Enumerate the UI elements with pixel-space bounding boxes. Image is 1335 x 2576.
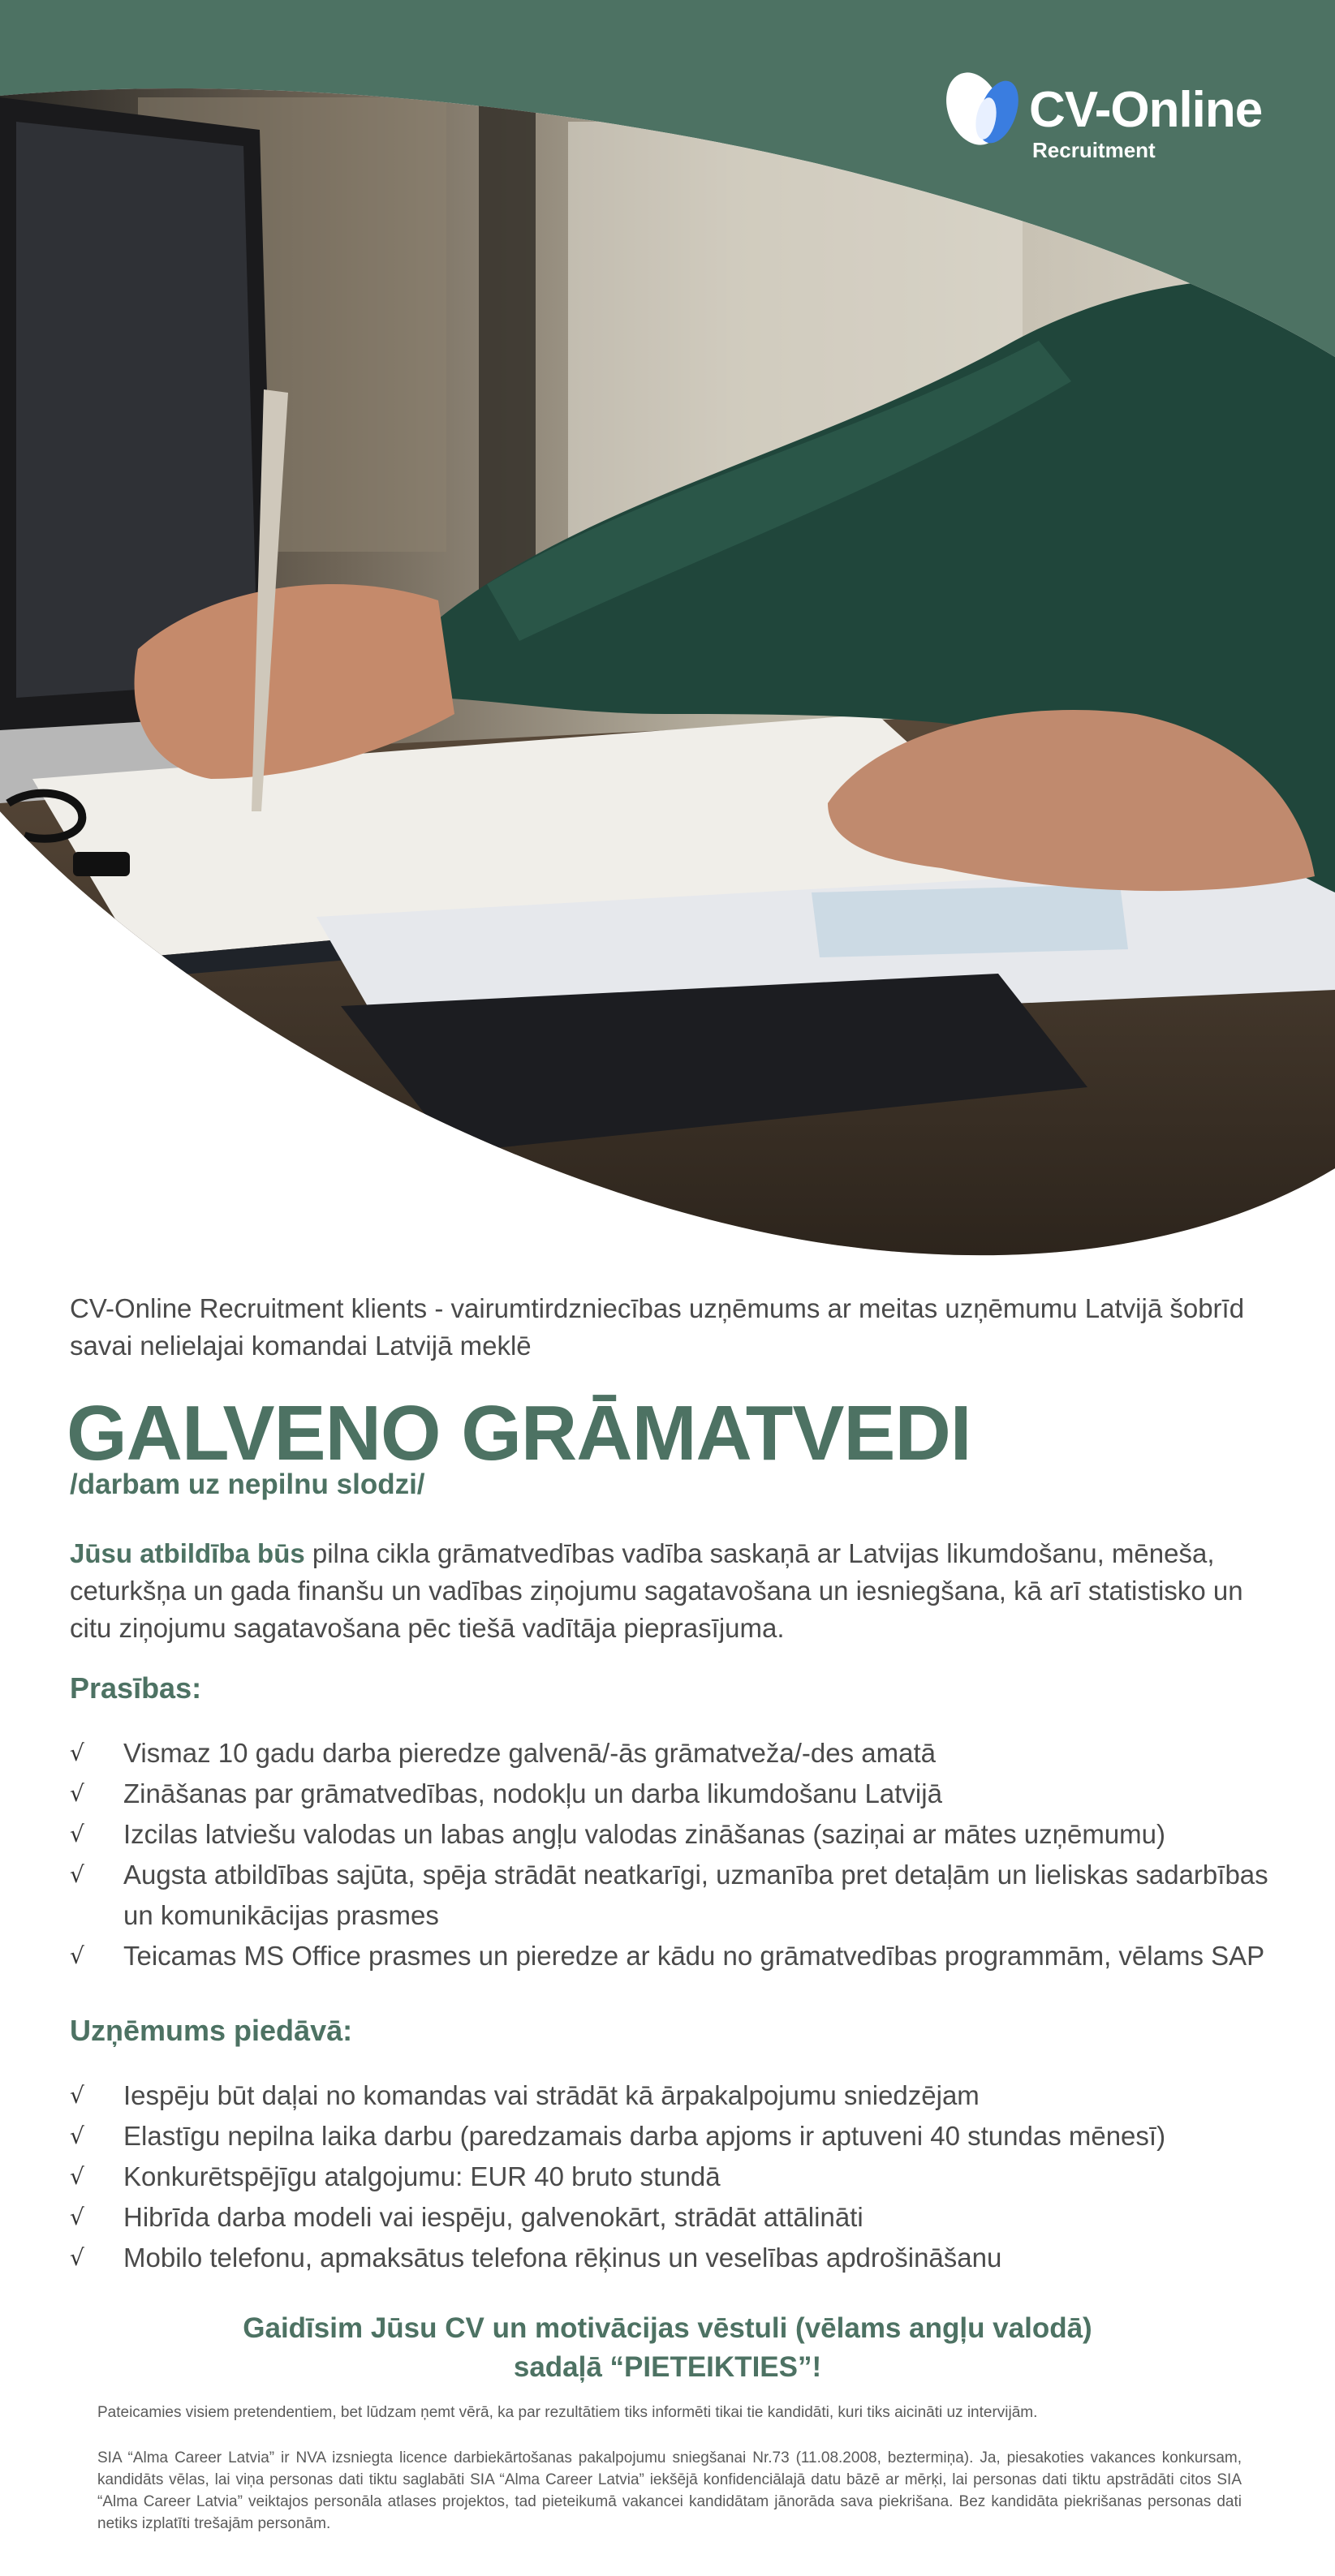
logo-title: CV-Online	[1029, 82, 1263, 138]
check-icon: √	[70, 2163, 84, 2190]
list-item: √ Augsta atbildības sajūta, spēja strādāt neatkarīgi, uzmanība pret detaļām un lieliskas sadarbības un komunikācijas prasmes	[70, 1855, 1287, 1936]
check-icon: √	[70, 1821, 84, 1847]
offer-heading: Uzņēmums piedāvā:	[70, 2014, 353, 2047]
call-to-action	[0, 2309, 1335, 2387]
check-icon: √	[70, 1942, 84, 1969]
list-item: √ Elastīgu nepilna laika darbu (paredzamais darba apjoms ir aptuveni 40 stundas mēnesī)	[70, 2116, 1287, 2157]
list-item: √ Teicamas MS Office prasmes un pieredze ar kādu no grāmatvedības programmām, vēlams SAP	[70, 1936, 1287, 1976]
intro-text: CV-Online Recruitment klients - vairumtirdzniecības uzņēmums ar meitas uzņēmumu Latvijā šobrīd savai nelielajai komandai Latvijā meklē	[70, 1293, 1245, 1361]
check-icon: √	[70, 1861, 84, 1888]
list-item: √ Zināšanas par grāmatvedības, nodokļu un darba likumdošanu Latvijā	[70, 1774, 1287, 1814]
cta-line-2: sadaļā “PIETEIKTIES”!	[513, 2351, 822, 2383]
job-title: GALVENO GRĀMATVEDI	[67, 1390, 971, 1477]
check-icon: √	[70, 2244, 84, 2271]
responsibility-lead: Jūsu atbildība būs	[70, 1538, 305, 1568]
cta-line-1: Gaidīsim Jūsu CV un motivācijas vēstuli (vēlams angļu valodā)	[243, 2312, 1092, 2344]
requirements-list	[70, 1733, 1287, 1976]
requirements-heading: Prasības:	[70, 1671, 202, 1705]
responsibility-paragraph	[70, 1535, 1271, 1647]
check-icon: √	[70, 1740, 84, 1766]
check-icon: √	[70, 1780, 84, 1807]
check-icon: √	[70, 2204, 84, 2230]
responsibility-text: pilna cikla grāmatvedības vadība saskaņā ar Latvijas likumdošanu, mēneša, ceturkšņa un gada finanšu un vadības ziņojumu sagatavošana un iesniegšana, kā arī statistisko un citu ziņojumu sagatavošana pēc tiešā vadītāja pieprasījuma.	[70, 1538, 1243, 1643]
list-item: √ Izcilas latviešu valodas un labas angļu valodas zināšanas (saziņai ar mātes uzņēmumu)	[70, 1814, 1287, 1855]
job-subtitle: /darbam uz nepilnu slodzi/	[70, 1469, 425, 1500]
offer-list	[70, 2075, 1287, 2278]
check-icon: √	[70, 2082, 84, 2109]
list-item: √ Vismaz 10 gadu darba pieredze galvenā/-ās grāmatveža/-des amatā	[70, 1733, 1287, 1774]
logo-tagline: Recruitment	[1032, 138, 1156, 162]
list-item: √ Mobilo telefonu, apmaksātus telefona rēķinus un veselības apdrošināšanu	[70, 2238, 1287, 2278]
list-item: √ Iespēju būt daļai no komandas vai strādāt kā ārpakalpojumu sniedzējam	[70, 2075, 1287, 2116]
footer-legal: SIA “Alma Career Latvia” ir NVA izsniegta licence darbiekārtošanas pakalpojumu sniegšanai Nr.73 (11.08.2008, beztermiņa). Ja, piesakoties vakances konkursam, kandidāts vēlas, lai viņa personas dati tiktu saglabāti SIA “Alma Career Latvia” iekšējā konfidenciālajā datu bāzē ar mērķi, lai personas dati tiktu apstrādāti citos SIA “Alma Career Latvia” veiktajos personāla atlases projektos, tad pieteikumā vakancei kandidātam jānorāda sava piekrišana. Bez kandidāta piekrišanas personas dati netiks izplatīti trešajām personām.	[97, 2449, 1242, 2532]
list-item: √ Konkurētspējīgu atalgojumu: EUR 40 bruto stundā	[70, 2157, 1287, 2197]
footer-thanks: Pateicamies visiem pretendentiem, bet lūdzam ņemt vērā, ka par rezultātiem tiks informēti tikai tie kandidāti, kuri tiks aicināti uz intervijām.	[97, 2404, 1038, 2421]
cv-online-logo	[941, 58, 1282, 172]
hero-banner	[0, 0, 1335, 1266]
check-icon: √	[70, 2122, 84, 2149]
logo-heart-icon	[941, 62, 1031, 151]
list-item: √ Hibrīda darba modeli vai iespēju, galvenokārt, strādāt attālināti	[70, 2197, 1287, 2238]
